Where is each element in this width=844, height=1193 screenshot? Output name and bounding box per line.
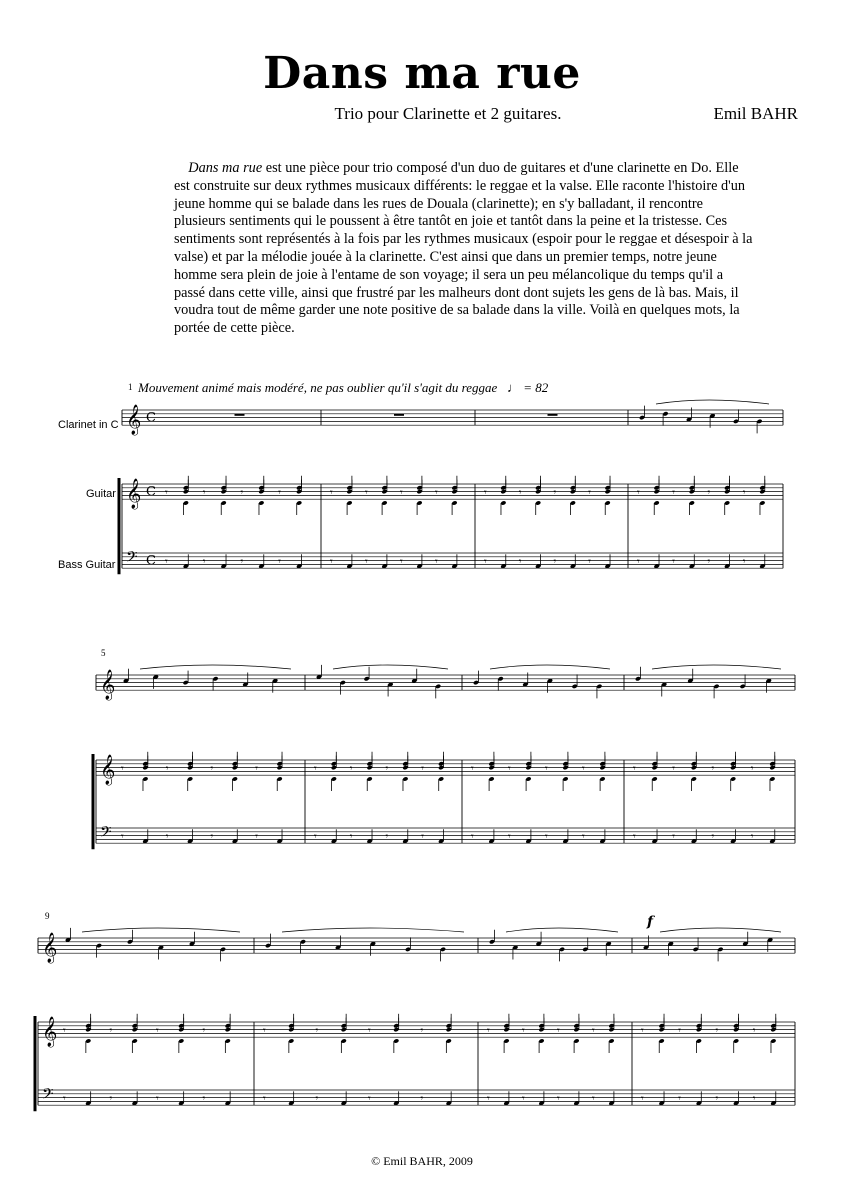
eighth-rest: 𝄾 — [109, 1093, 113, 1105]
slur — [660, 928, 781, 932]
eighth-rest: 𝄾 — [637, 487, 640, 499]
system-1-measure-number: 1 — [128, 382, 133, 392]
eighth-rest: 𝄾 — [365, 487, 368, 499]
slur — [333, 665, 448, 669]
eighth-rest: 𝄾 — [471, 831, 474, 843]
dynamic-forte: f — [647, 914, 654, 930]
whole-rest — [235, 414, 245, 416]
eighth-rest: 𝄾 — [592, 1025, 595, 1037]
eighth-rest: 𝄾 — [508, 831, 511, 843]
slur — [140, 665, 291, 669]
eighth-rest: 𝄾 — [63, 1093, 66, 1105]
eighth-rest: 𝄾 — [742, 556, 746, 568]
eighth-rest: 𝄾 — [672, 556, 675, 568]
eighth-rest: 𝄾 — [484, 487, 487, 499]
eighth-rest: 𝄾 — [508, 763, 511, 775]
eighth-rest: 𝄾 — [707, 556, 711, 568]
eighth-rest: 𝄾 — [400, 487, 403, 499]
piece-subtitle: Trio pour Clarinette et 2 guitares. — [334, 104, 562, 123]
eighth-rest: 𝄾 — [553, 556, 557, 568]
composer-name: Emil BAHR — [713, 104, 798, 123]
eighth-rest: 𝄾 — [165, 831, 169, 843]
eighth-rest: 𝄾 — [592, 1093, 595, 1105]
eighth-rest: 𝄾 — [278, 487, 281, 499]
eighth-rest: 𝄾 — [750, 763, 754, 775]
eighth-rest: 𝄾 — [553, 487, 557, 499]
time-signature: C — [146, 484, 156, 500]
eighth-rest: 𝄾 — [368, 1025, 371, 1037]
eighth-rest: 𝄾 — [121, 831, 124, 843]
bass-clef: 𝄢 — [100, 823, 112, 845]
instrument-label-clarinet: Clarinet in C — [58, 419, 119, 431]
eighth-rest: 𝄾 — [672, 487, 675, 499]
time-signature: C — [146, 410, 156, 426]
slur — [282, 928, 464, 932]
eighth-rest: 𝄾 — [588, 487, 591, 499]
eighth-rest: 𝄾 — [420, 1093, 424, 1105]
eighth-rest: 𝄾 — [545, 831, 548, 843]
eighth-rest: 𝄾 — [633, 763, 636, 775]
eighth-rest: 𝄾 — [240, 487, 244, 499]
eighth-rest: 𝄾 — [210, 763, 214, 775]
eighth-rest: 𝄾 — [368, 1093, 371, 1105]
eighth-rest: 𝄾 — [672, 763, 675, 775]
eighth-rest: 𝄾 — [715, 1093, 719, 1105]
eighth-rest: 𝄾 — [165, 487, 168, 499]
eighth-rest: 𝄾 — [435, 556, 438, 568]
slur — [490, 665, 610, 669]
instrument-label-bass-guitar: Bass Guitar — [58, 559, 116, 571]
eighth-rest: 𝄾 — [707, 487, 711, 499]
eighth-rest: 𝄾 — [522, 1025, 525, 1037]
eighth-rest: 𝄾 — [202, 556, 206, 568]
eighth-rest: 𝄾 — [349, 763, 353, 775]
eighth-rest: 𝄾 — [421, 831, 424, 843]
eighth-rest: 𝄾 — [421, 763, 424, 775]
slur — [652, 665, 781, 669]
eighth-rest: 𝄾 — [545, 763, 548, 775]
eighth-rest: 𝄾 — [742, 487, 746, 499]
eighth-rest: 𝄾 — [385, 763, 389, 775]
eighth-rest: 𝄾 — [518, 487, 522, 499]
eighth-rest: 𝄾 — [330, 487, 333, 499]
eighth-rest: 𝄾 — [315, 1025, 319, 1037]
eighth-rest: 𝄾 — [672, 831, 675, 843]
system-2-measure-number: 5 — [101, 648, 106, 658]
eighth-rest: 𝄾 — [633, 831, 636, 843]
whole-rest — [548, 414, 558, 416]
treble-clef: 𝄞 — [42, 933, 58, 964]
eighth-rest: 𝄾 — [165, 556, 168, 568]
eighth-rest: 𝄾 — [471, 763, 474, 775]
eighth-rest: 𝄾 — [255, 831, 258, 843]
eighth-rest: 𝄾 — [314, 831, 317, 843]
eighth-rest: 𝄾 — [522, 1093, 525, 1105]
instrument-label-guitar: Guitar — [86, 488, 116, 500]
eighth-rest: 𝄾 — [487, 1093, 490, 1105]
treble-clef: 𝄞 — [126, 405, 142, 436]
time-signature: C — [146, 553, 156, 569]
eighth-rest: 𝄾 — [365, 556, 368, 568]
eighth-rest: 𝄾 — [518, 556, 522, 568]
eighth-rest: 𝄾 — [435, 487, 438, 499]
eighth-rest: 𝄾 — [582, 763, 585, 775]
eighth-rest: 𝄾 — [202, 1093, 206, 1105]
tempo-text: Mouvement animé mais modéré, ne pas oublier qu'il s'agit du reggae — [138, 380, 498, 395]
eighth-rest: 𝄾 — [202, 1025, 206, 1037]
eighth-rest: 𝄾 — [641, 1025, 644, 1037]
eighth-rest: 𝄾 — [156, 1025, 159, 1037]
bass-clef: 𝄢 — [42, 1085, 54, 1107]
eighth-rest: 𝄾 — [715, 1025, 719, 1037]
whole-rest — [394, 414, 404, 416]
treble-clef: 𝄞 — [126, 479, 142, 510]
eighth-rest: 𝄾 — [263, 1093, 266, 1105]
slur — [82, 928, 240, 932]
eighth-rest: 𝄾 — [202, 487, 206, 499]
eighth-rest: 𝄾 — [385, 831, 389, 843]
bass-clef: 𝄢 — [126, 548, 138, 570]
eighth-rest: 𝄾 — [278, 556, 281, 568]
eighth-rest: 𝄾 — [165, 763, 169, 775]
eighth-rest: 𝄾 — [63, 1025, 66, 1037]
eighth-rest: 𝄾 — [210, 831, 214, 843]
copyright: © Emil BAHR, 2009 — [371, 1154, 473, 1168]
eighth-rest: 𝄾 — [752, 1093, 756, 1105]
system-3-measure-number: 9 — [45, 911, 50, 921]
eighth-rest: 𝄾 — [400, 556, 403, 568]
eighth-rest: 𝄾 — [314, 763, 317, 775]
eighth-rest: 𝄾 — [484, 556, 487, 568]
eighth-rest: 𝄾 — [420, 1025, 424, 1037]
treble-clef: 𝄞 — [42, 1017, 58, 1048]
eighth-rest: 𝄾 — [121, 763, 124, 775]
eighth-rest: 𝄾 — [109, 1025, 113, 1037]
treble-clef: 𝄞 — [100, 755, 116, 786]
eighth-rest: 𝄾 — [750, 831, 754, 843]
eighth-rest: 𝄾 — [678, 1093, 681, 1105]
eighth-rest: 𝄾 — [711, 763, 715, 775]
piece-title: Dans ma rue — [263, 48, 581, 99]
intro-title-italic: Dans ma rue — [188, 160, 263, 176]
tempo-value: ♩ = 82 — [507, 380, 549, 395]
eighth-rest: 𝄾 — [156, 1093, 159, 1105]
eighth-rest: 𝄾 — [711, 831, 715, 843]
eighth-rest: 𝄾 — [582, 831, 585, 843]
eighth-rest: 𝄾 — [641, 1093, 644, 1105]
eighth-rest: 𝄾 — [678, 1025, 681, 1037]
eighth-rest: 𝄾 — [255, 763, 258, 775]
eighth-rest: 𝄾 — [487, 1025, 490, 1037]
slur — [656, 400, 769, 404]
eighth-rest: 𝄾 — [557, 1025, 560, 1037]
eighth-rest: 𝄾 — [349, 831, 353, 843]
eighth-rest: 𝄾 — [263, 1025, 266, 1037]
intro-text: est une pièce pour trio composé d'un duo de guitares et d'une clarinette en Do. Elle est construite sur deux rythmes musicaux différents: le reggae et la valse. Elle raconte l'histoire d'un jeune homme qui se balade dans les rues de Douala (clarinette); en s'y balladant, il rencontre plusieurs sentiments qui le poussent à être tantôt en joie et tantôt dans la peine et la tristesse. Ces sentiments sont représentés à la fois par les rythmes musicaux (espoir pour le reggae et désespoir à la valse) et par la mélodie jouée à la clarinette. C'est ainsi que dans un premier temps, notre jeune homme sera plein de joie à l'entame de son voyage; il sera un peu mélancolique du temps qu'il a passé dans cette ville, ainsi que frustré par les malheurs dont dont sujets les gens de là bas. Mais, il voudra tout de même garder une note positive de sa balade dans la ville. Voilà en quelques mots, la portée de cette pièce. — [174, 160, 753, 337]
eighth-rest: 𝄾 — [637, 556, 640, 568]
slur — [506, 928, 618, 932]
eighth-rest: 𝄾 — [330, 556, 333, 568]
eighth-rest: 𝄾 — [557, 1093, 560, 1105]
eighth-rest: 𝄾 — [240, 556, 244, 568]
eighth-rest: 𝄾 — [588, 556, 591, 568]
eighth-rest: 𝄾 — [315, 1093, 319, 1105]
treble-clef: 𝄞 — [100, 670, 116, 701]
eighth-rest: 𝄾 — [752, 1025, 756, 1037]
